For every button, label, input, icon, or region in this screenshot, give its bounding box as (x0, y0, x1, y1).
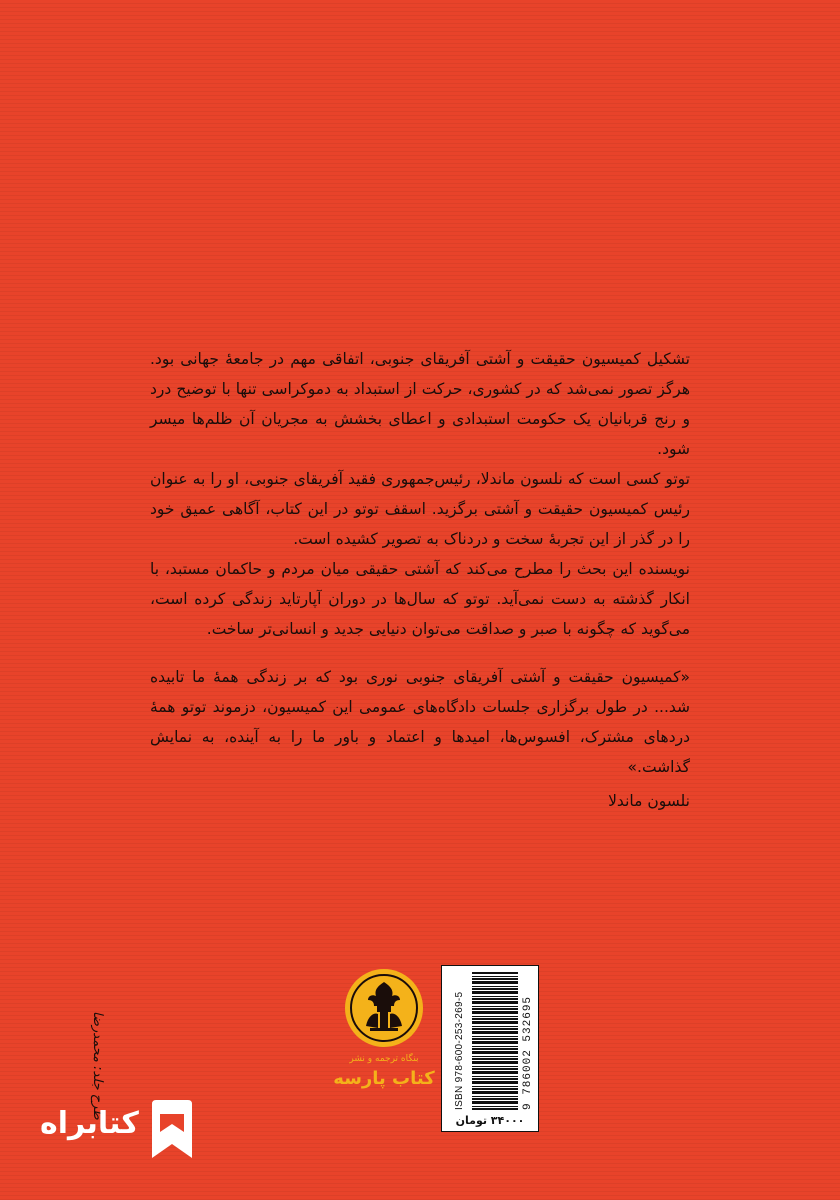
cover-designer-credit: طرح جلد: محمدرضا (90, 1011, 105, 1120)
barcode-bars (472, 972, 518, 1110)
barcode-digits: 9 786002 532695 (522, 995, 534, 1110)
blurb-text (150, 344, 690, 644)
publisher-tagline: بنگاه ترجمه و نشر (349, 1054, 419, 1064)
barcode-panel (441, 965, 539, 1132)
publisher-name: کتاب پارسه (333, 1068, 435, 1089)
watermark-logo-text[interactable]: کتابراه (40, 1106, 139, 1141)
quote-text: «کمیسیون حقیقت و آشتی آفریقای جنوبی نوری بود که بر زندگی همهٔ ما تابیده شد... در طول برگزاری جلسات دادگاه‌های عمومی این کمیسیون، دزموند توتو همهٔ دردهای مشترک، افسوس‌ها، امیدها و اعتماد و باور ما را به آینده، به نمایش گذاشت.» (150, 668, 690, 776)
mandela-quote (150, 662, 690, 816)
blurb-paragraph-2: توتو کسی است که نلسون ماندلا، رئیس‌جمهوری فقید آفریقای جنوبی، او را به عنوان رئیس کمیسیون حقیقت و آشتی برگزید. اسقف توتو در این کتاب، آگاهی عمیق خود را در گذر از این تجربهٔ سخت و دردناک به تصویر کشیده است. (150, 470, 690, 548)
bookmark-icon (148, 1100, 196, 1162)
blurb-paragraph-3: نویسنده این بحث را مطرح می‌کند که آشتی حقیقی میان مردم و حاکمان مستبد، با انکار گذشته به دست نمی‌آید. توتو که سال‌ها در دوران آپارتاید زندگی کرده است، می‌گوید که چگونه با صبر و صداقت می‌توان دنیایی جدید و انسانی‌تر ساخت. (150, 560, 690, 638)
quote-attribution: نلسون ماندلا (608, 792, 690, 810)
isbn-number: ISBN 978-600-253-269-5 (454, 991, 465, 1110)
price-label: ۳۴۰۰۰ تومان (455, 1114, 525, 1127)
publisher-logo (344, 968, 424, 1048)
blurb-paragraph-1: تشکیل کمیسیون حقیقت و آشتی آفریقای جنوبی، اتفاقی مهم در جامعهٔ جهانی بود. هرگز تصور نمی‌شد که در کشوری، حرکت از استبداد به دموکراسی تنها با توضیح درد و رنج قربانیان یک حکومت استبدادی و اعطای بخشش به مجریان آن ظلم‌ها میسر شود. (150, 350, 690, 458)
lion-emblem-icon (344, 968, 424, 1048)
